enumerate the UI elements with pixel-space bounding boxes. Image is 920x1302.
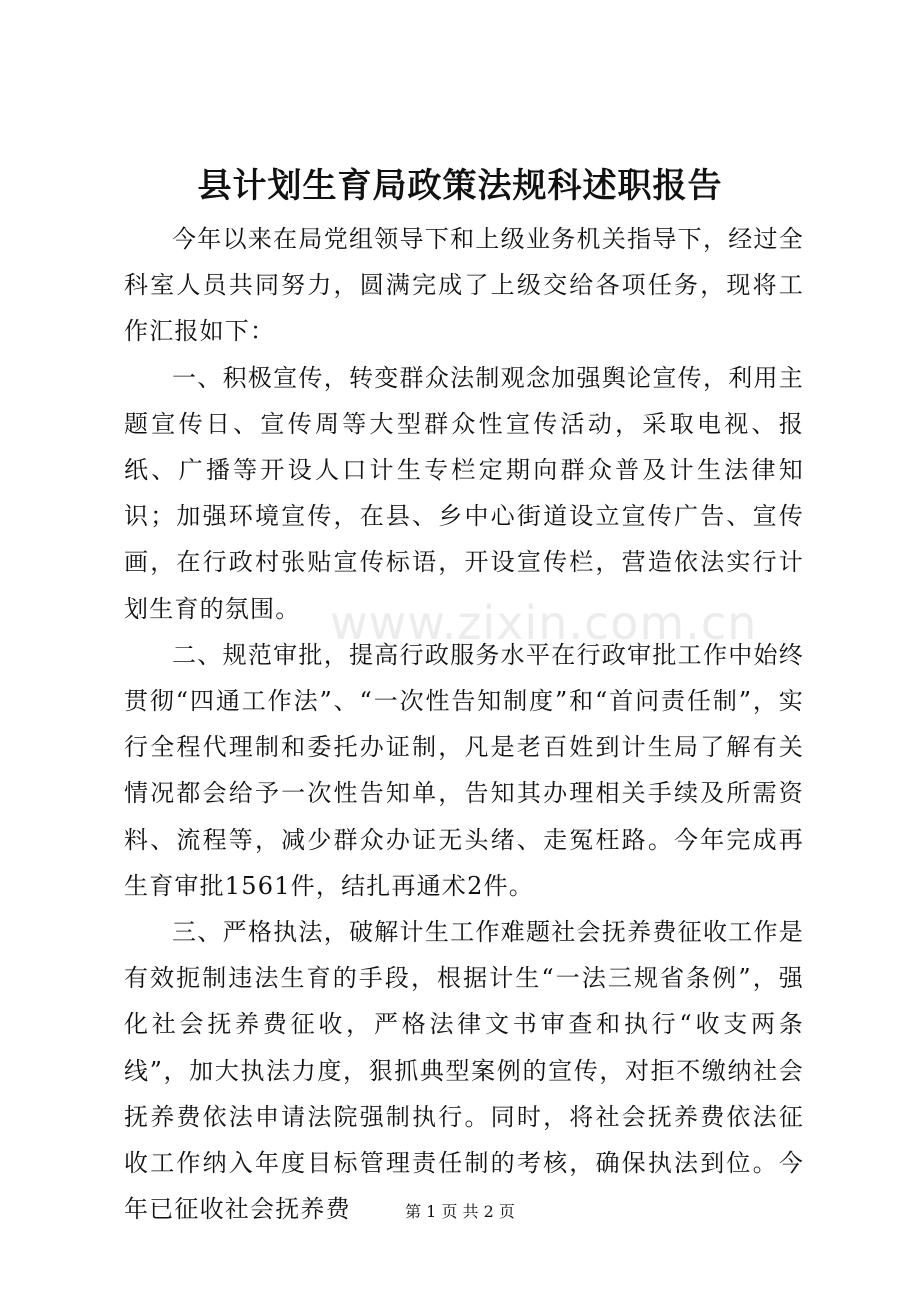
document-title: 县计划生育局政策法规科述职报告: [197, 166, 723, 206]
paragraph-section-1: 一、积极宣传，转变群众法制观念加强舆论宣传，利用主题宣传日、宣传周等大型群众性宣传活动，采取电视、报纸、广播等开设人口计生专栏定期向群众普及计生法律知识；加强环境宣传，在县、乡中心街道设立宣传广告、宣传画，在行政村张贴宣传标语，开设宣传栏，营造依法实行计划生育的氛围。: [124, 363, 804, 623]
paragraph-section-2: 二、规范审批，提高行政服务水平在行政审批工作中始终贯彻“四通工作法”、“一次性告知制度”和“首问责任制”，实行全程代理制和委托办证制，凡是老百姓到计生局了解有关情况都会给予一次性告知单，告知其办理相关手续及所需资料、流程等，减少群众办证无头绪、走冤枉路。今年完成再生育审批1561件，结扎再通术2件。: [124, 640, 804, 900]
paragraph-section-3: 三、严格执法，破解计生工作难题社会抚养费征收工作是有效扼制违法生育的手段，根据计生“一法三规省条例”，强化社会抚养费征收，严格法律文书审查和执行“收支两条线”，加大执法力度，狠抓典型案例的宣传，对拒不缴纳社会抚养费依法申请法院强制执行。同时，将社会抚养费依法征收工作纳入年度目标管理责任制的考核，确保执法到位。今年已征收社会抚养费: [124, 918, 804, 1224]
paragraph-intro: 今年以来在局党组领导下和上级业务机关指导下，经过全科室人员共同努力，圆满完成了上级交给各项任务，现将工作汇报如下：: [124, 225, 804, 346]
page-footer: 第 1 页 共 2 页: [405, 1202, 515, 1221]
watermark: www.zixin.com.cn: [330, 596, 758, 650]
document-body: [124, 216, 804, 1232]
